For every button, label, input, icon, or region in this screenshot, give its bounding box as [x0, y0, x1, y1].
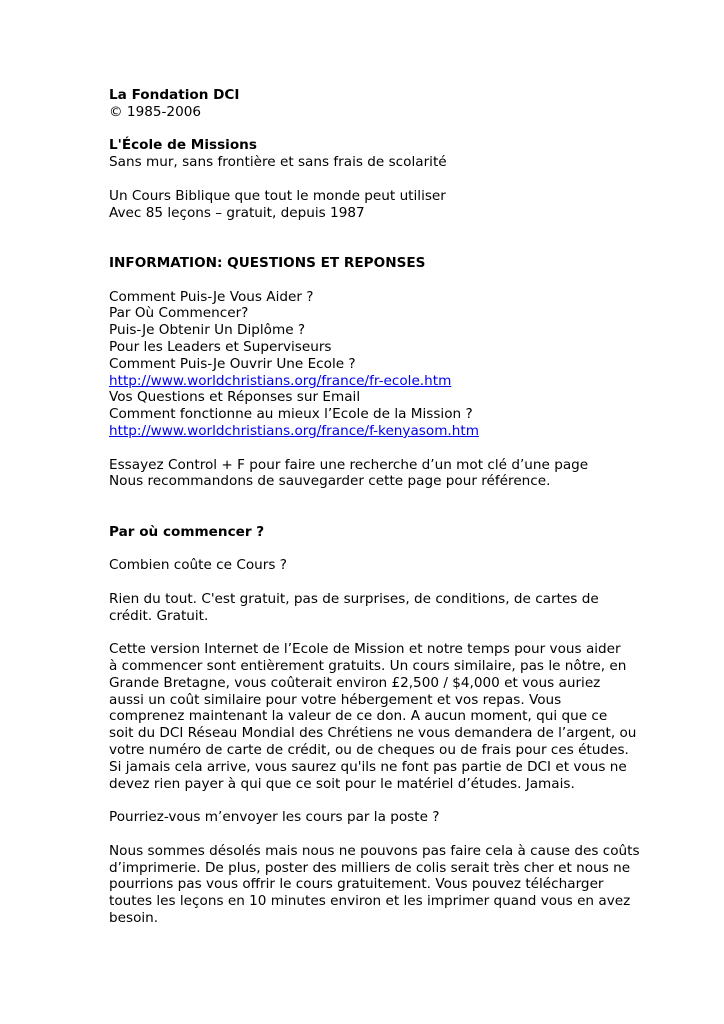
paragraph-line: Grande Bretagne, vous coûterait environ £2,500 / $4,000 et vous auriez	[109, 674, 601, 691]
course-line-2: Avec 85 leçons – gratuit, depuis 1987	[109, 204, 365, 221]
paragraph-line: votre numéro de carte de crédit, ou de cheques ou de frais pour ces études.	[109, 742, 629, 759]
toc-item: Comment Puis-Je Ouvrir Une Ecole ?	[109, 355, 356, 372]
toc-list	[109, 289, 629, 440]
tip-line-1: Essayez Control + F pour faire une recherche d’un mot clé d’une page	[109, 456, 589, 473]
answer-line: Rien du tout. C'est gratuit, pas de surprises, de conditions, de cartes de	[109, 590, 599, 607]
info-heading: INFORMATION: QUESTIONS ET REPONSES	[109, 254, 426, 271]
school-tagline: Sans mur, sans frontière et sans frais de scolarité	[109, 154, 447, 171]
spacer	[109, 171, 629, 188]
kenyasom-link[interactable]: http://www.worldchristians.org/france/f-kenyasom.htm	[109, 422, 479, 439]
document-page	[109, 87, 640, 927]
question-post: Pourriez-vous m’envoyer les cours par la poste ?	[109, 809, 440, 826]
answer-post	[109, 842, 640, 927]
answer-line: pourrions pas vous offrir le cours gratuitement. Vous pouvez télécharger	[109, 876, 604, 893]
toc-item: Par Où Commencer?	[109, 305, 249, 322]
answer-line: besoin.	[109, 910, 159, 927]
toc-item: Comment Puis-Je Vous Aider ?	[109, 288, 314, 305]
spacer	[109, 490, 629, 524]
spacer	[109, 625, 629, 642]
spacer	[109, 121, 629, 138]
tip-line-2: Nous recommandons de sauvegarder cette page pour référence.	[109, 473, 551, 490]
header-block	[109, 87, 629, 221]
spacer	[109, 792, 629, 809]
spacer	[109, 826, 629, 843]
toc-item: Vos Questions et Réponses sur Email	[109, 389, 361, 406]
paragraph-line: soit du DCI Réseau Mondial des Chrétiens ne vous demandera de l’argent, ou	[109, 725, 637, 742]
copyright: © 1985-2006	[109, 103, 202, 120]
org-name: La Fondation DCI	[109, 87, 240, 103]
ecole-link[interactable]: http://www.worldchristians.org/france/fr-ecole.htm	[109, 372, 452, 389]
spacer	[109, 272, 629, 289]
spacer	[109, 574, 629, 591]
answer-line: Nous sommes désolés mais nous ne pouvons pas faire cela à cause des coûts	[109, 842, 640, 859]
answer-line: crédit. Gratuit.	[109, 607, 209, 624]
paragraph-line: Cette version Internet de l’Ecole de Mission et notre temps pour vous aider	[109, 641, 621, 658]
tips-block	[109, 457, 629, 491]
answer-line: toutes les leçons en 10 minutes environ et les imprimer quand vous en avez	[109, 893, 631, 910]
spacer	[109, 440, 629, 457]
course-line-1: Un Cours Biblique que tout le monde peut utiliser	[109, 187, 446, 204]
school-title: L'École de Missions	[109, 137, 257, 154]
question-cost: Combien coûte ce Cours ?	[109, 557, 287, 574]
answer-line: d’imprimerie. De plus, poster des milliers de colis serait très cher et nous ne	[109, 859, 631, 876]
toc-item: Comment fonctionne au mieux l’Ecole de la Mission ?	[109, 406, 473, 423]
paragraph-line: devez rien payer à qui que ce soit pour le matériel d’études. Jamais.	[109, 775, 575, 792]
toc-item: Puis-Je Obtenir Un Diplôme ?	[109, 322, 306, 339]
spacer	[109, 221, 629, 255]
paragraph-line: Si jamais cela arrive, vous saurez qu'ils ne font pas partie de DCI et vous ne	[109, 758, 627, 775]
answer-cost	[109, 591, 629, 625]
paragraph-line: à commencer sont entièrement gratuits. Un cours similaire, pas le nôtre, en	[109, 658, 627, 675]
paragraph-line: aussi un coût similaire pour votre hébergement et vos repas. Vous	[109, 691, 562, 708]
toc-item: Pour les Leaders et Superviseurs	[109, 338, 332, 355]
paragraph-internet-version	[109, 641, 637, 792]
spacer	[109, 541, 629, 558]
section-heading: Par où commencer ?	[109, 523, 265, 540]
paragraph-line: comprenez maintenant la valeur de ce don. A aucun moment, qui que ce	[109, 708, 608, 725]
